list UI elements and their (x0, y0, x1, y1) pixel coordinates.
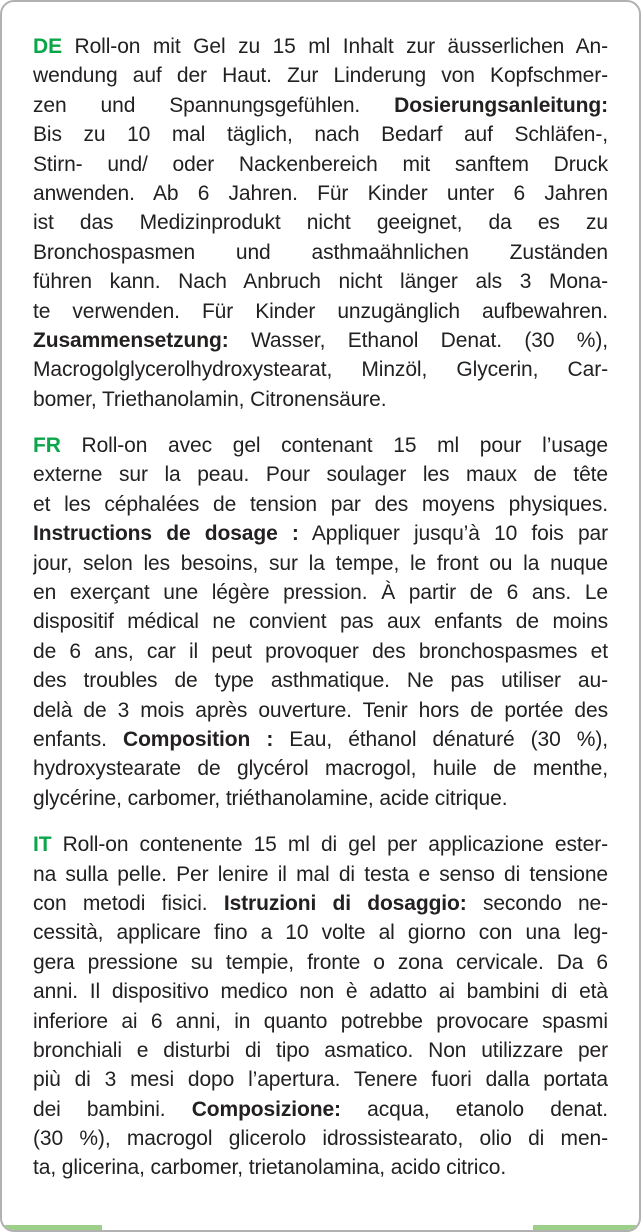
body-text: anwenden. Ab 6 Jahren. Für Kinder unter 6 Jahren (33, 181, 608, 205)
text-line (33, 490, 608, 519)
text-line (33, 948, 608, 977)
body-text: na sulla pelle. Per lenire il mal di testa e senso di tensione (33, 862, 608, 886)
body-text: cessità, applicare fino a 10 volte al giorno con una leg- (33, 921, 608, 945)
body-text: dispositif médical ne convient pas aux enfants de moins (33, 610, 608, 634)
text-line (33, 326, 608, 355)
body-text: secondo ne- (466, 891, 608, 915)
body-text: glycérine, carbomer, triéthanolamine, acide citrique. (33, 786, 508, 810)
text-line (33, 1065, 608, 1094)
text-line (33, 431, 608, 460)
bold-heading: Zusammensetzung: (33, 328, 229, 352)
text-line (33, 150, 608, 179)
body-text: inferiore ai 6 anni, in quanto potrebbe provocare spasmi (33, 1009, 608, 1033)
bold-heading: Istruzioni di dosaggio: (223, 891, 467, 915)
text-line (33, 179, 608, 208)
body-text: Bronchospasmen und asthmaähnlichen Zuständen (33, 240, 608, 264)
body-text: wendung auf der Haut. Zur Linderung von Kopfschmer- (33, 64, 608, 88)
body-text: Wasser, Ethanol Denat. (30 %), (228, 328, 608, 352)
body-text: de 6 ans, car il peut provoquer des bronchospasmes et (33, 639, 608, 663)
text-line (33, 889, 608, 918)
text-line (33, 208, 608, 237)
bold-heading: Dosierungsanleitung: (394, 93, 608, 117)
body-text: ta, glicerina, carbomer, trietanolamina, acido citrico. (33, 1156, 507, 1180)
body-text: Stirn- und/ oder Nackenbereich mit sanftem Druck (33, 152, 608, 176)
text-line (33, 549, 608, 578)
text-line (33, 830, 608, 859)
body-text: (30 %), macrogol glicerolo idrossistearato, olio di men- (33, 1127, 608, 1151)
body-text: anni. Il dispositivo medico non è adatto ai bambini di età (33, 980, 608, 1004)
body-text: gera pressione su tempie, fronte o zona cervicale. Da 6 (33, 950, 608, 974)
text-line (33, 696, 608, 725)
text-line (33, 1153, 608, 1182)
text-line (33, 91, 608, 120)
section-fr (33, 431, 608, 813)
text-line (33, 977, 608, 1006)
label-text (2, 2, 639, 1200)
body-text: acqua, etanolo denat. (340, 1097, 608, 1121)
text-line (33, 1124, 608, 1153)
bold-heading: Instructions de dosage : (33, 522, 299, 546)
body-text: jour, selon les besoins, sur la tempe, le front ou la nuque (33, 551, 608, 575)
body-text: des troubles de type asthmatique. Ne pas utiliser au- (33, 669, 608, 693)
body-text: Appliquer jusqu’à 10 fois par (298, 522, 608, 546)
body-text: externe sur la peau. Pour soulager les maux de tête (33, 463, 608, 487)
body-text: Eau, éthanol dénaturé (30 %), (273, 727, 608, 751)
language-code-it: IT (33, 833, 52, 857)
bottom-green-bar-left (2, 1225, 102, 1230)
text-line (33, 61, 608, 90)
text-line (33, 578, 608, 607)
text-line (33, 355, 608, 384)
body-text: delà de 3 mois après ouverture. Tenir hors de portée des (33, 698, 608, 722)
bold-heading: Composition : (123, 727, 274, 751)
text-line (33, 297, 608, 326)
text-line (33, 860, 608, 889)
text-line (33, 1036, 608, 1065)
section-it (33, 830, 608, 1183)
body-text: en exerçant une légère pression. À partir de 6 ans. Le (33, 581, 608, 605)
text-line (33, 725, 608, 754)
text-line (33, 666, 608, 695)
text-line (33, 460, 608, 489)
text-line (33, 918, 608, 947)
body-text: hydroxystearate de glycérol macrogol, huile de menthe, (33, 757, 608, 781)
body-text: te verwenden. Für Kinder unzugänglich aufbewahren. (33, 299, 608, 323)
body-text: et les céphalées de tension par des moyens physiques. (33, 492, 608, 516)
body-text: con metodi fisici. (33, 891, 224, 915)
body-text: enfants. (33, 727, 124, 751)
body-text: più di 3 mesi dopo l’apertura. Tenere fuori dalla portata (33, 1068, 608, 1092)
body-text: dei bambini. (33, 1097, 192, 1121)
bottom-green-bar-right (533, 1225, 639, 1230)
text-line (33, 385, 608, 414)
language-code-fr: FR (33, 434, 61, 458)
section-de (33, 32, 608, 414)
body-text: ist das Medizinprodukt nicht geeignet, da es zu (33, 211, 608, 235)
body-text: Macrogolglycerolhydroxystearat, Minzöl, Glycerin, Car- (33, 358, 608, 382)
text-line (33, 267, 608, 296)
text-line (33, 120, 608, 149)
language-code-de: DE (33, 35, 62, 58)
body-text: Bis zu 10 mal täglich, nach Bedarf auf Schläfen-, (33, 123, 608, 147)
text-line (33, 32, 608, 61)
body-text: zen und Spannungsgefühlen. (33, 93, 395, 117)
text-line (33, 637, 608, 666)
body-text: Roll-on mit Gel zu 15 ml Inhalt zur äusserlichen An- (61, 35, 608, 58)
body-text: bronchiali e disturbi di tipo asmatico. Non utilizzare per (33, 1038, 608, 1062)
text-line (33, 519, 608, 548)
text-line (33, 607, 608, 636)
text-line (33, 238, 608, 267)
text-line (33, 784, 608, 813)
body-text: führen kann. Nach Anbruch nicht länger als 3 Mona- (33, 270, 608, 294)
text-line (33, 1007, 608, 1036)
bold-heading: Composizione: (191, 1097, 341, 1121)
text-line (33, 1095, 608, 1124)
text-line (33, 754, 608, 783)
body-text: Roll-on contenente 15 ml di gel per applicazione ester- (51, 833, 608, 857)
body-text: bomer, Triethanolamin, Citronensäure. (33, 387, 387, 411)
body-text: Roll-on avec gel contenant 15 ml pour l’usage (60, 434, 608, 458)
